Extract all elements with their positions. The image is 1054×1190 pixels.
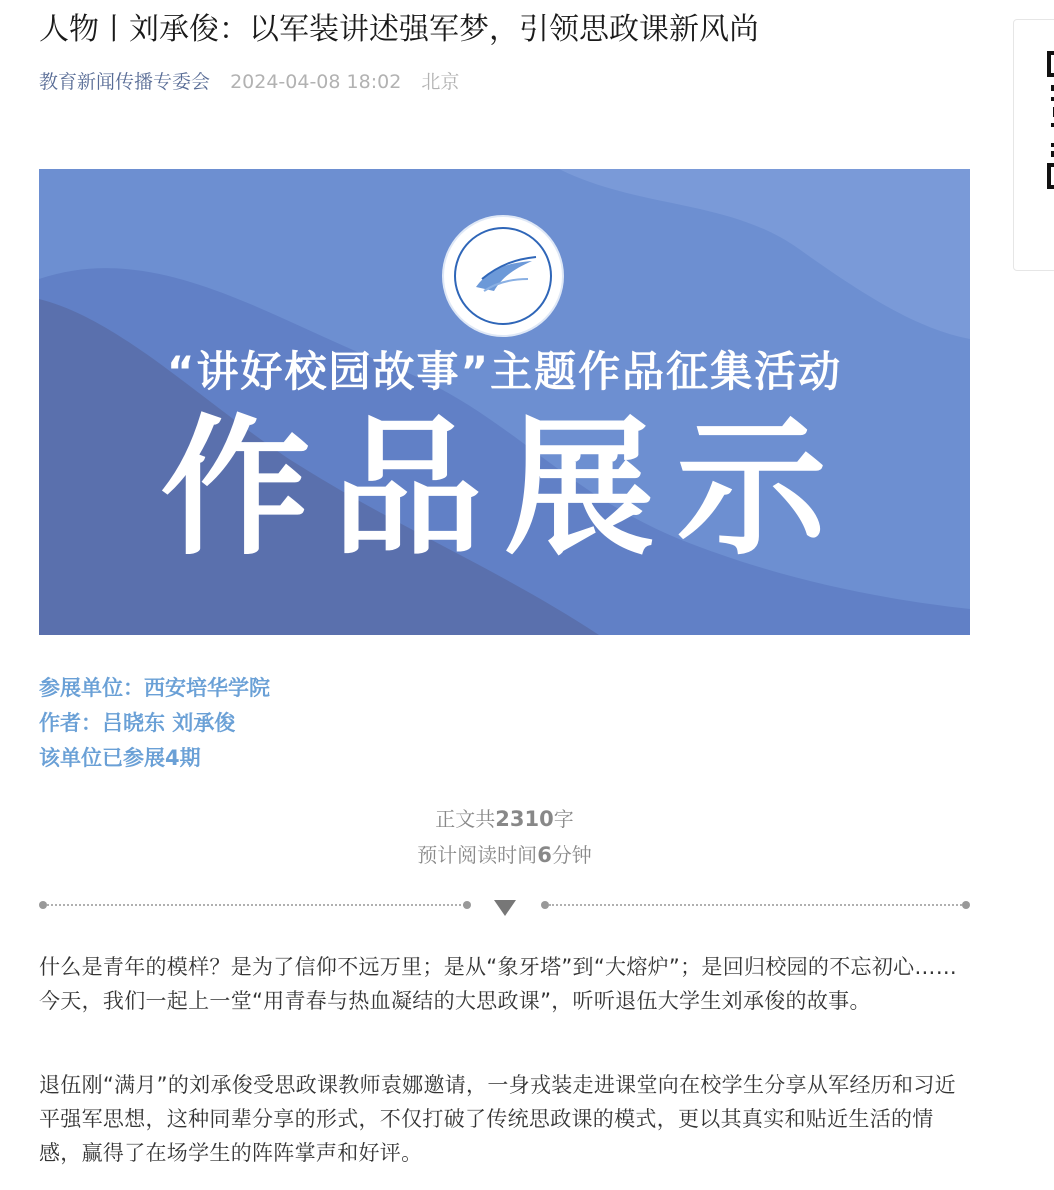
banner-image bbox=[39, 169, 970, 635]
body-paragraph: 什么是青年的模样？是为了信仰不远万里；是从“象牙塔”到“大熔炉”；是回归校园的不忘初心……今天，我们一起上一堂“用青春与热血凝结的大思政课”，听听退伍大学生刘承俊的故事。 bbox=[39, 955, 958, 1013]
publish-location: 北京 bbox=[421, 71, 460, 93]
divider-line-right bbox=[549, 904, 962, 906]
chevron-down-icon bbox=[494, 900, 516, 916]
account-name-link[interactable]: 教育新闻传播专委会 bbox=[39, 71, 211, 93]
association-emblem-icon bbox=[444, 217, 562, 335]
article-title: 人物丨刘承俊：以军装讲述强军梦，引领思政课新风尚 bbox=[39, 12, 759, 47]
divider-dot bbox=[962, 901, 970, 909]
word-count: 正文共2310字 bbox=[435, 807, 574, 831]
banner-headline: 作品展示 bbox=[160, 402, 849, 576]
divider-dot bbox=[463, 901, 471, 909]
divider-dot bbox=[39, 901, 47, 909]
body-paragraph: 退伍刚“满月”的刘承俊受思政课教师袁娜邀请，一身戎装走进课堂向在校学生分享从军经历和习近平强军思想，这种同辈分享的形式，不仅打破了传统思政课的模式，更以其真实和贴近生活的情感，赢得了在场学生的阵阵掌声和好评。 bbox=[39, 1073, 956, 1165]
article-meta bbox=[39, 68, 459, 96]
exhibit-periods: 该单位已参展4期 bbox=[39, 746, 201, 770]
word-count-value: 2310 bbox=[495, 807, 554, 831]
qr-code-icon bbox=[1047, 51, 1054, 191]
banner-subtitle: “讲好校园故事”主题作品征集活动 bbox=[166, 347, 843, 396]
divider-line-left bbox=[47, 904, 465, 906]
exhibit-unit: 参展单位：西安培华学院 bbox=[39, 676, 270, 700]
publish-date: 2024-04-08 18:02 bbox=[230, 71, 402, 93]
qr-side-card[interactable] bbox=[1013, 19, 1054, 271]
exhibit-author: 作者：吕晓东 刘承俊 bbox=[39, 711, 236, 735]
reading-time-value: 6 bbox=[537, 843, 552, 867]
section-divider bbox=[39, 893, 970, 917]
exhibit-info bbox=[39, 671, 270, 776]
reading-time: 预计阅读时间6分钟 bbox=[417, 843, 592, 867]
divider-dot bbox=[541, 901, 549, 909]
